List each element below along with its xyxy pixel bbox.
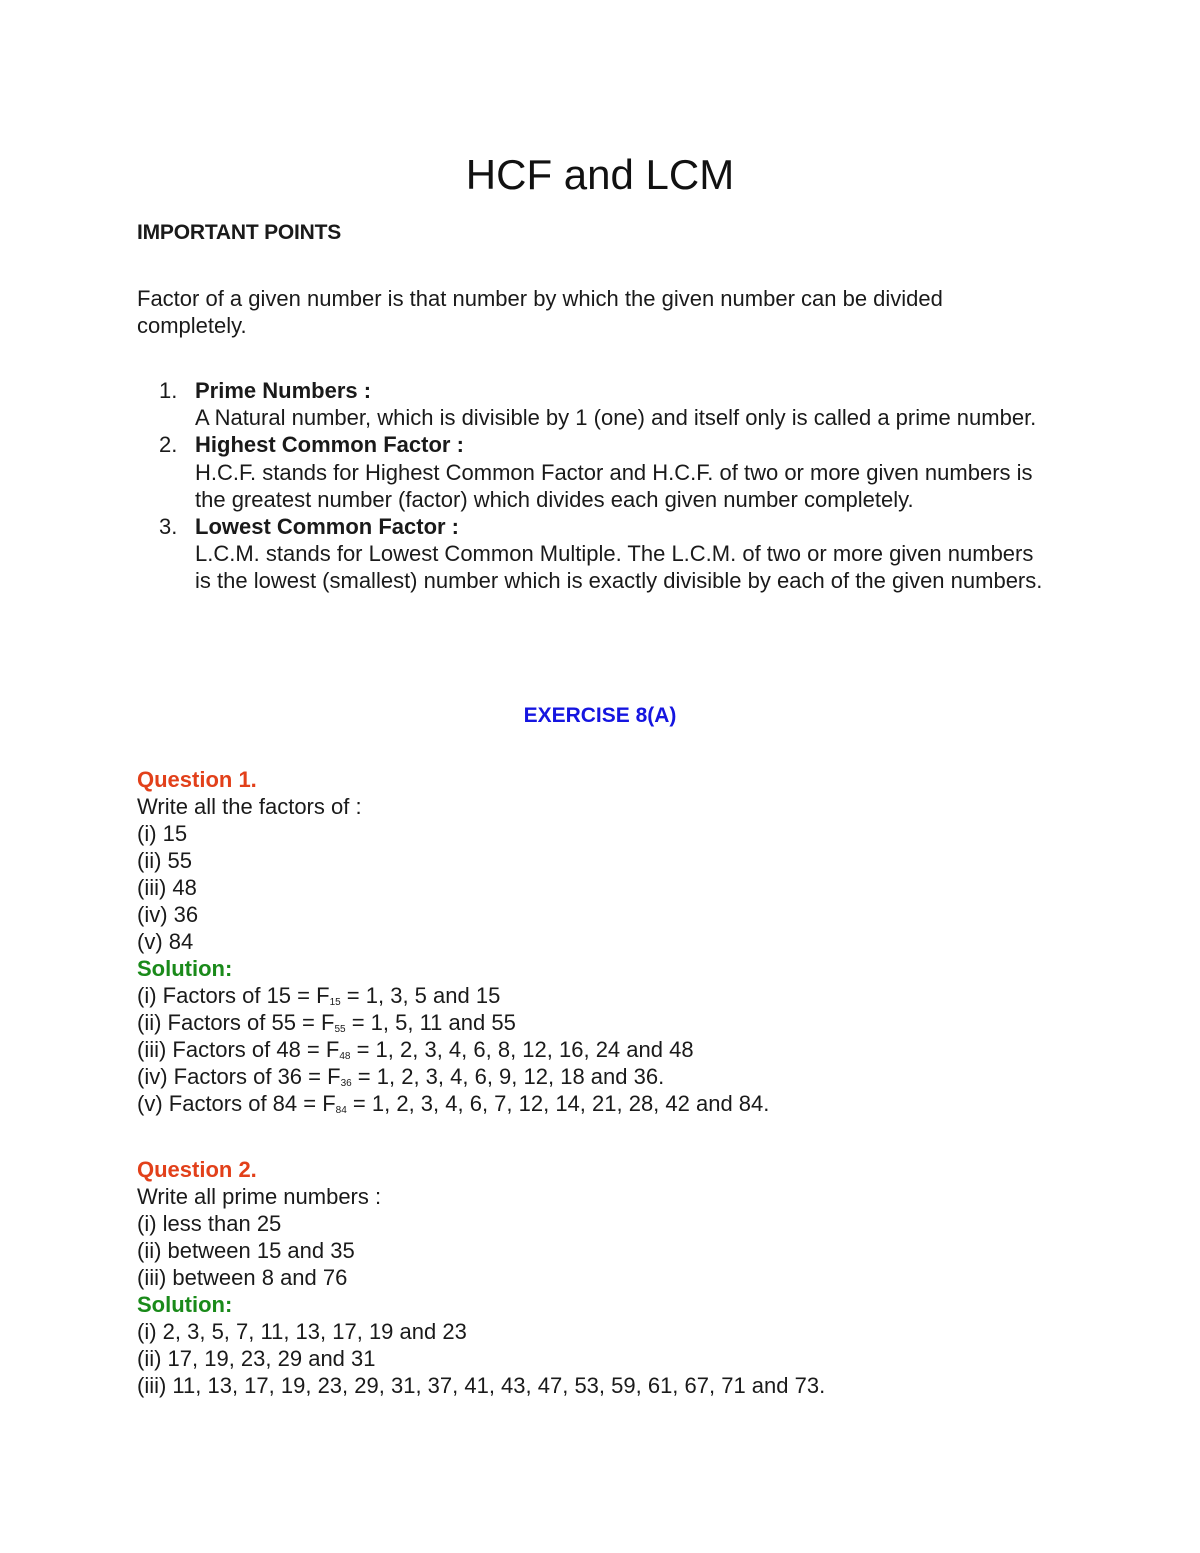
question-title: Question 1. xyxy=(137,767,257,792)
point-label: Highest Common Factor : xyxy=(195,432,464,458)
solution-line: (i) 2, 3, 5, 7, 11, 13, 17, 19 and 23 xyxy=(137,1319,467,1344)
solution-line: (ii) Factors of $55 = F_{55} = 1$, 5, 11 and 55 xyxy=(137,1010,516,1035)
solution-line: (i) Factors of $15 = F_{15} = 1$, 3, 5 and 15 xyxy=(137,983,501,1008)
question-item: (ii) 55 xyxy=(137,848,193,873)
exercise-heading: EXERCISE 8(A) xyxy=(523,704,677,727)
point-item xyxy=(137,377,1047,431)
section-heading: IMPORTANT POINTS xyxy=(137,221,342,244)
point-text: L.C.M. stands for Lowest Common Multiple. The L.C.M. of two or more given numbers is the lowest (smallest) number which is exactly divisible by each of the given numbers. xyxy=(195,541,1043,594)
point-number: 2. xyxy=(159,432,178,458)
question-item: (ii) between 15 and 35 xyxy=(137,1238,355,1263)
question-1 xyxy=(137,766,1047,1117)
solution-label: Solution: xyxy=(137,1292,233,1317)
point-text: H.C.F. stands for Highest Common Factor and H.C.F. of two or more given numbers is the greatest number (factor) which divides each given number completely. xyxy=(195,459,1033,512)
solution-line: (ii) 17, 19, 23, 29 and 31 xyxy=(137,1346,376,1371)
question-2 xyxy=(137,1156,1047,1399)
point-text: A Natural number, which is divisible by 1 (one) and itself only is called a prime number. xyxy=(195,405,1037,431)
solution-line: (iv) Factors of $36 = F_{36} = 1$, 2, 3, 4, 6, 9, 12, 18 and 36. xyxy=(137,1064,665,1089)
important-points-list xyxy=(137,377,1047,595)
solution-label: Solution: xyxy=(137,956,233,981)
question-item: (iii) between 8 and 76 xyxy=(137,1265,348,1290)
page-title: HCF and LCM xyxy=(465,151,735,198)
intro-paragraph: Factor of a given number is that number by which the given number can be divided completely. xyxy=(137,286,943,338)
point-item xyxy=(137,513,1047,595)
solution-line: (iii) 11, 13, 17, 19, 23, 29, 31, 37, 41, 43, 47, 53, 59, 61, 67, 71 and 73. xyxy=(137,1373,826,1398)
point-item xyxy=(137,431,1047,513)
point-label: Prime Numbers : xyxy=(195,378,372,403)
question-item: (i) less than 25 xyxy=(137,1211,282,1236)
question-item: (iv) 36 xyxy=(137,902,199,927)
question-prompt: Write all the factors of : xyxy=(137,794,362,819)
solution-line: (iii) Factors of $48 = F_{48} = 1$, 2, 3, 4, 6, 8, 12, 16, 24 and 48 xyxy=(137,1037,694,1062)
question-item: (iii) 48 xyxy=(137,875,197,900)
solution-line: (v) Factors of $84 = F_{84} = 1$, 2, 3, 4, 6, 7, 12, 14, 21, 28, 42 and 84. xyxy=(137,1091,770,1116)
point-number: 1. xyxy=(159,378,178,403)
point-number: 3. xyxy=(159,514,178,540)
point-label: Lowest Common Factor : xyxy=(195,514,460,540)
question-item: (i) 15 xyxy=(137,821,188,846)
question-title: Question 2. xyxy=(137,1157,257,1182)
question-item: (v) 84 xyxy=(137,929,194,954)
question-prompt: Write all prime numbers : xyxy=(137,1184,382,1209)
